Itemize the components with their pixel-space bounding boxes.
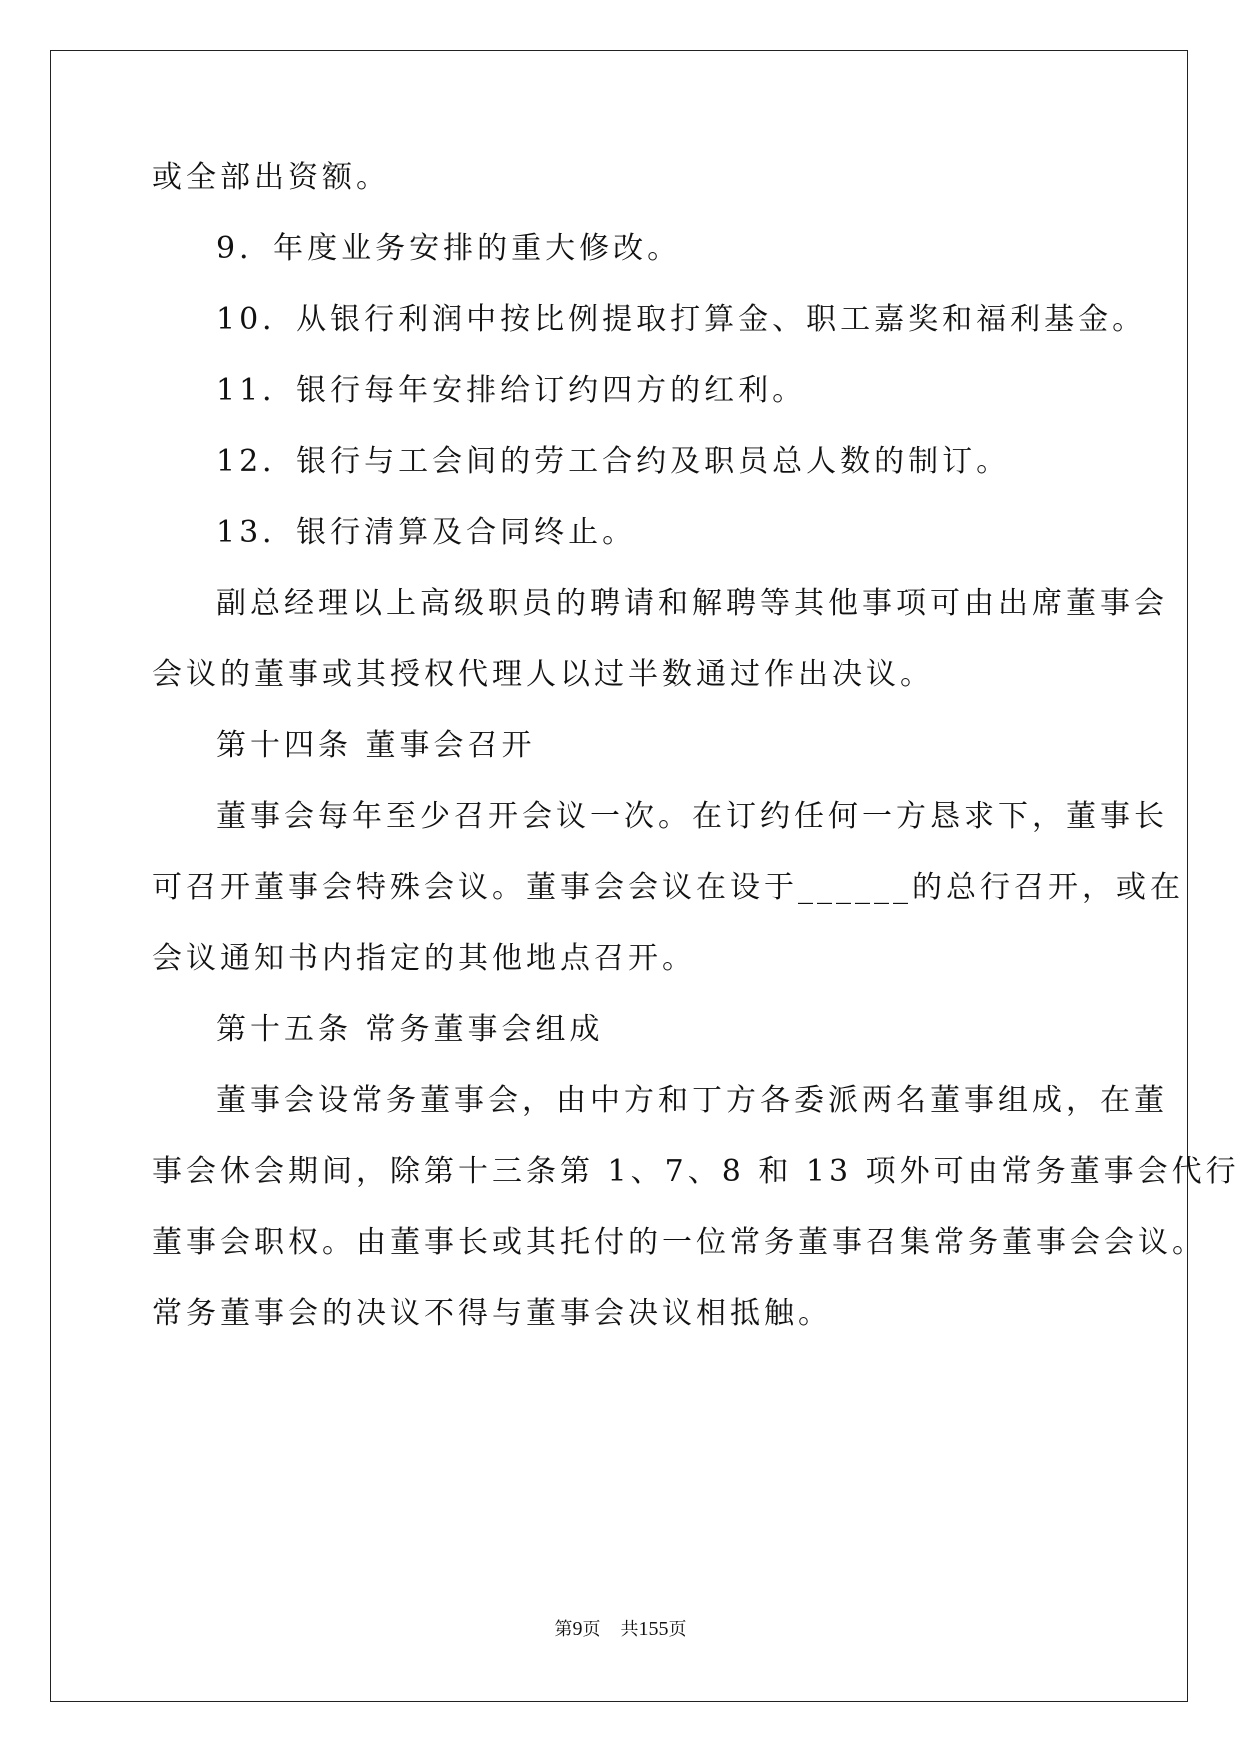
paragraph-line: 董事会职权。由董事长或其托付的一位常务董事召集常务董事会会议。 bbox=[152, 1225, 1206, 1260]
paragraph-line: 董事会每年至少召开会议一次。在订约任何一方恳求下，董事长 bbox=[216, 799, 1168, 834]
page-footer bbox=[0, 1615, 1241, 1641]
page-label: 页 bbox=[582, 1619, 601, 1640]
paragraph-line: 可召开董事会特殊会议。董事会会议在设于______的总行召开，或在 bbox=[152, 870, 1184, 905]
paragraph-line: 副总经理以上高级职员的聘请和解聘等其他事项可由出席董事会 bbox=[216, 586, 1168, 621]
list-item-9: 9．年度业务安排的重大修改。 bbox=[216, 231, 682, 266]
list-item-11: 11．银行每年安排给订约四方的红利。 bbox=[216, 373, 807, 408]
paragraph-line: 事会休会期间，除第十三条第 1、7、8 和 13 项外可由常务董事会代行 bbox=[152, 1154, 1240, 1189]
paragraph-line: 董事会设常务董事会，由中方和丁方各委派两名董事组成，在董 bbox=[216, 1083, 1168, 1118]
text-line: 或全部出资额。 bbox=[152, 160, 390, 195]
article-heading-14: 第十四条 董事会召开 bbox=[216, 728, 536, 763]
total-prefix: 共 bbox=[620, 1619, 639, 1640]
paragraph-line: 会议通知书内指定的其他地点召开。 bbox=[152, 941, 696, 976]
list-item-12: 12．银行与工会间的劳工合约及职员总人数的制订。 bbox=[216, 444, 1011, 479]
list-item-10: 10．从银行利润中按比例提取打算金、职工嘉奖和福利基金。 bbox=[216, 302, 1147, 337]
total-label: 页 bbox=[668, 1619, 687, 1640]
article-heading-15: 第十五条 常务董事会组成 bbox=[216, 1012, 604, 1047]
paragraph-line: 常务董事会的决议不得与董事会决议相抵触。 bbox=[152, 1296, 832, 1331]
page-total: 155 bbox=[638, 1618, 669, 1640]
list-item-13: 13．银行清算及合同终止。 bbox=[216, 515, 637, 550]
paragraph-line: 会议的董事或其授权代理人以过半数通过作出决议。 bbox=[152, 657, 934, 692]
page-number: 9 bbox=[572, 1618, 583, 1640]
page-prefix: 第 bbox=[554, 1619, 573, 1640]
